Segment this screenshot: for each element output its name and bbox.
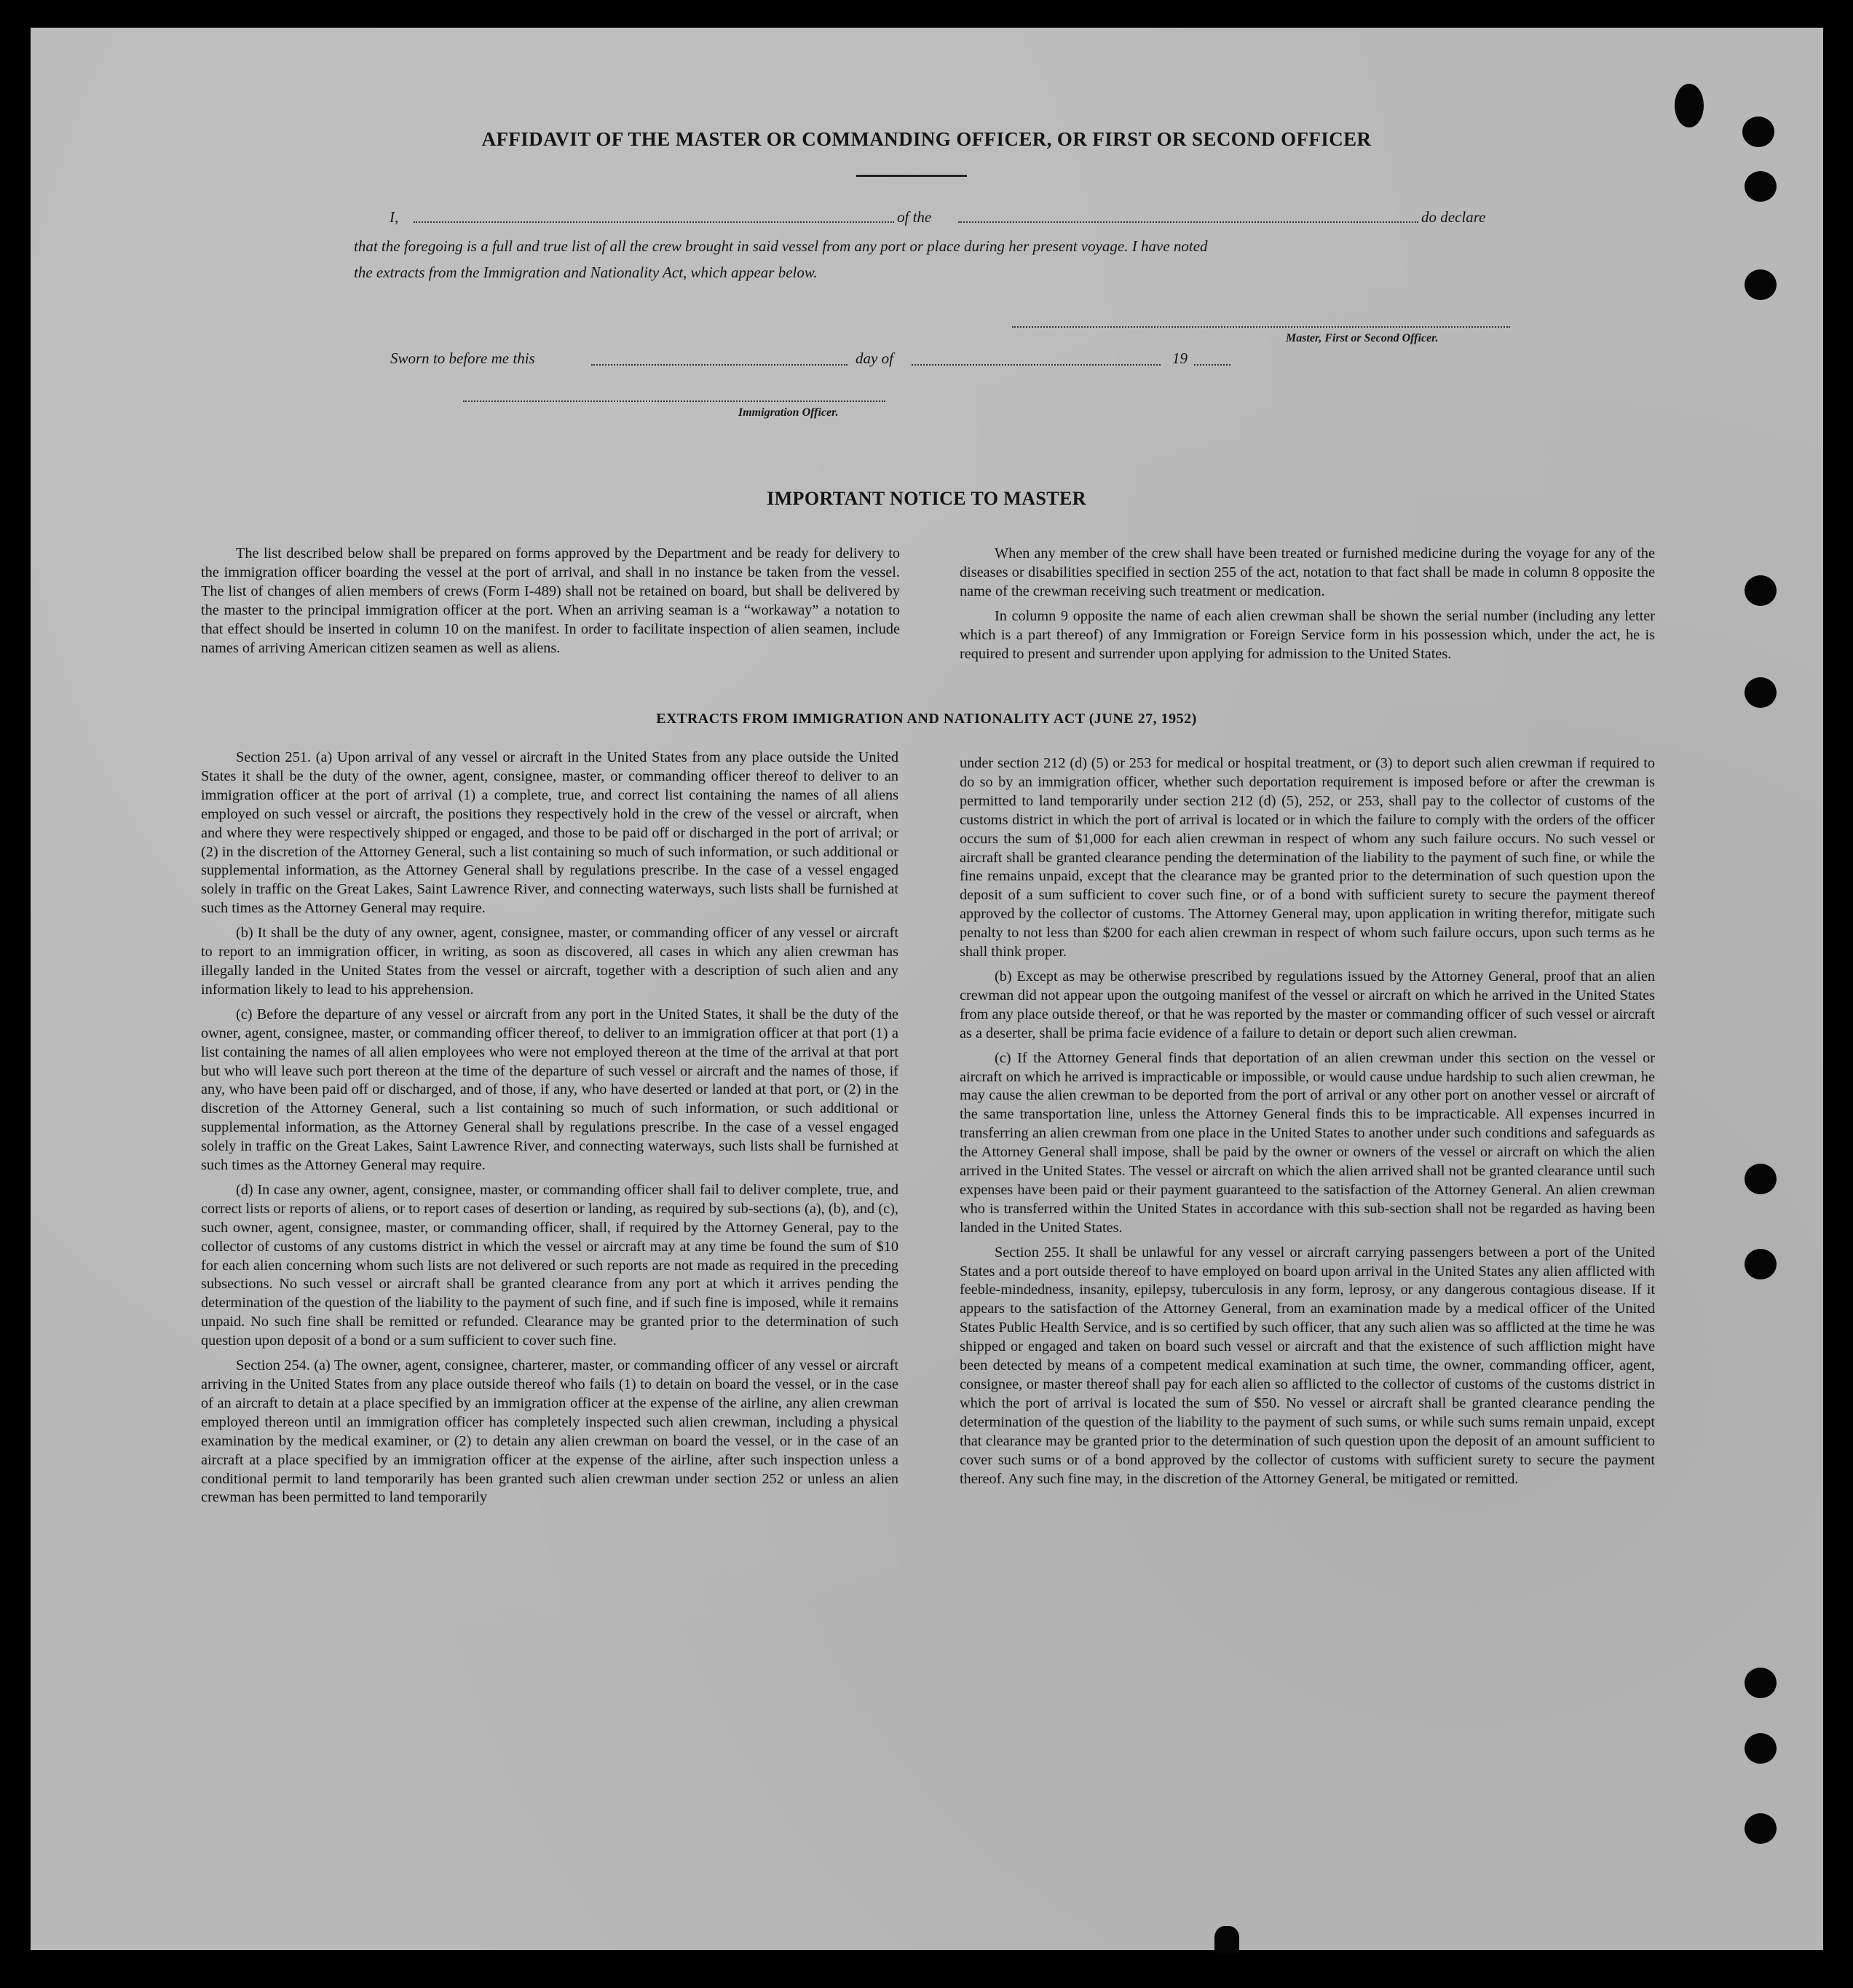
section-paragraph: (d) In case any owner, agent, consignee, master, or commanding officer shall fail to deliver complete, true, and correct lists or reports of aliens, or to report cases of desertion or landing, as required by sub-sections (a), (b), and (c), such owner, agent, consignee, master, or commanding officer, shall, if required by the Attorney General, pay to the collector of customs of any customs district in which the vessel or aircraft may at any time be found the sum of $10 for each alien concerning whom such lists are not delivered or such reports are not made as required in the preceding subsections. No such vessel or aircraft shall be granted clearance from any port at which it arrives pending the determination of the question of the liability to the payment of such fine, and if such fine is imposed, while it remains unpaid. No such fine shall be remitted or refunded. Clearance may be granted prior to the determination of such question upon deposit of a bond or a sum sufficient to cover such fine.: [201, 1181, 898, 1349]
punch-hole: [1745, 677, 1777, 708]
notice-left-column: [201, 545, 900, 663]
affidavit-statement: that the foregoing is a full and true list of all the crew brought in said vessel from any port or place during her present voyage. I have noted: [354, 237, 1208, 255]
affidavit-declare-label: do declare: [1421, 208, 1486, 226]
officer-signature-field[interactable]: [463, 401, 885, 402]
punch-hole: [1745, 1668, 1777, 1698]
punch-hole: [1745, 269, 1777, 300]
day-of-label: day of: [856, 350, 893, 367]
punch-hole: [1745, 575, 1777, 606]
section-paragraph: Section 251. (a) Upon arrival of any vessel or aircraft in the United States from any place outside the United States it shall be the duty of the owner, agent, consignee, master, or commanding officer thereof to deliver to an immigration officer at the port of arrival (1) a complete, true, and correct list containing the names of all aliens employed on such vessel or aircraft, the positions they respectively hold in the crew of the vessel or aircraft, when and where they were respectively shipped or engaged, and those to be paid off or discharged in the port of arrival; or (2) in the discretion of the Attorney General, such a list containing so much of such information, or such additional or supplemental information, as the Attorney General shall by regulations prescribe. In the case of a vessel engaged solely in traffic on the Great Lakes, Saint Lawrence River, and connecting waterways, such lists shall be furnished at such times as the Attorney General may require.: [201, 749, 898, 917]
extracts-right-column: [960, 754, 1655, 1494]
affidavit-of-the-label: of the: [897, 208, 932, 226]
section-paragraph: (b) It shall be the duty of any owner, agent, consignee, master, or commanding officer of any vessel or aircraft to report to an immigration officer, in writing, as soon as discovered, all cases in which any alien crewman has illegally landed in the United States from the vessel or aircraft, together with a description of such alien and any information likely to lead to his apprehension.: [201, 925, 898, 998]
section-paragraph: Section 254. (a) The owner, agent, consignee, charterer, master, or commanding officer of any vessel or aircraft arriving in the United States from any place outside thereof who fails (1) to detain on board the vessel, or in the case of an aircraft to detain at a place specified by an immigration officer at the expense of the airline, any alien crewman employed thereon until an immigration officer has completely inspected such alien crewman, including a physical examination by the medical examiner, or (2) to detain any alien crewman on board the vessel, or in the case of an aircraft at a place specified by an immigration officer at the expense of the airline, after such inspection unless a conditional permit to land temporarily has been granted such alien crewman under section 252 or unless an alien crewman has been permitted to land temporarily: [201, 1357, 898, 1506]
notice-title: IMPORTANT NOTICE TO MASTER: [767, 488, 1086, 509]
affidavit-i-label: I,: [390, 208, 399, 226]
affidavit-title: AFFIDAVIT OF THE MASTER OR COMMANDING OFFICER, OR FIRST OR SECOND OFFICER: [481, 128, 1372, 150]
sworn-label: Sworn to before me this: [390, 350, 535, 367]
sworn-year-field[interactable]: [1194, 364, 1230, 366]
punch-hole: [1745, 1164, 1777, 1194]
notice-right-column: [960, 545, 1655, 669]
section-paragraph: Section 255. It shall be unlawful for any vessel or aircraft carrying passengers between a port of the United States and a port outside thereof to have employed on board upon arrival in the United States any alien afflicted with feeble-mindedness, insanity, epilepsy, tuberculosis in any form, leprosy, or any dangerous contagious disease. If it appears to the satisfaction of the Attorney General, from an examination made by a medical officer of the United States Public Health Service, and is so certified by such officer, that any such alien was so afflicted at the time he was shipped or engaged and taken on board such vessel or aircraft and that the existence of such affliction might have been detected by means of a competent medical examination at such time, the owner, commanding officer, agent, consignee, or master thereof shall pay for each alien so afflicted to the collector of customs of the customs district in which the port of arrival is located the sum of $50. No vessel or aircraft shall be granted clearance pending the determination of the question of the liability to the payment of such sums, or while such sums remain unpaid, except that clearance may be granted prior to the determination of such question upon the deposit of an amount sufficient to cover such sums or of a bond approved by the collector of customs with sufficient surety to secure the payment thereof. Any such fine may, in the discretion of the Attorney General, be mitigated or remitted.: [960, 1244, 1655, 1487]
section-paragraph: under section 212 (d) (5) or 253 for medical or hospital treatment, or (3) to deport such alien crewman if required to do so by an immigration officer, whether such deportation requirement is imposed before or after the crewman is permitted to land temporarily under section 212 (d) (5), 252, or 253, shall pay to the collector of customs of the customs district in which the port of arrival is located or in which the failure to comply with the orders of the officer occurs the sum of $1,000 for each alien crewman in respect of whom any such failure occurs. No such vessel or aircraft shall be granted clearance pending the determination of the liability to the payment of such fine, or while the fine remains unpaid, except that the clearance may be granted prior to the determination of such question upon the deposit of a sum sufficient to cover such fine, or of a bond with sufficient surety to secure the payment thereof approved by the collector of customs. The Attorney General may, upon application in writing therefor, mitigate such penalty to not less than $200 for each alien crewman in respect of whom such failure occurs, upon such terms as he shall think proper.: [960, 755, 1655, 961]
year-label: 19: [1172, 350, 1188, 367]
punch-hole: [1745, 1249, 1777, 1279]
section-paragraph: (c) Before the departure of any vessel or aircraft from any port in the United States, it shall be the duty of the owner, agent, consignee, master, or commanding officer thereof, to deliver to an immigration officer at that port (1) a list containing the names of all alien employees who were not employed thereon at the time of the arrival at that port but who will leave such port thereon at the time of the departure of such vessel or aircraft and the names of those, if any, who have been paid off or discharged, and of those, if any, who have deserted or landed at that port, or (2) in the discretion of the Attorney General, such a list containing so much of such information, or such additional or supplemental information, as the Attorney General shall by regulations prescribe. In the case of a vessel engaged solely in traffic on the Great Lakes, Saint Lawrence River, and connecting waterways, such lists shall be furnished at such times as the Attorney General may require.: [201, 1006, 898, 1174]
master-signature-label: Master, First or Second Officer.: [1286, 332, 1439, 344]
officer-signature-label: Immigration Officer.: [738, 406, 839, 419]
title-divider: [856, 175, 967, 177]
extracts-title: EXTRACTS FROM IMMIGRATION AND NATIONALITY ACT (JUNE 27, 1952): [656, 711, 1197, 727]
master-signature-field[interactable]: [1012, 326, 1510, 328]
punch-hole: [1675, 84, 1704, 127]
punch-hole: [1745, 1813, 1777, 1844]
notice-paragraph: The list described below shall be prepared on forms approved by the Department and be ready for delivery to the immigration officer boarding the vessel at the port of arrival, and shall in no instance be taken from the vessel. The list of changes of alien members of crews (Form I-489) shall not be retained on board, but shall be delivered by the master to the principal immigration officer at the port. When an arriving seaman is a “workaway” a notation to that effect should be inserted in column 10 on the manifest. In order to facilitate inspection of alien seamen, include names of arriving American citizen seamen as well as aliens.: [201, 545, 900, 656]
declarant-name-field[interactable]: [414, 221, 894, 223]
section-paragraph: (c) If the Attorney General finds that deportation of an alien crewman under this section on the vessel or aircraft on which he arrived is impracticable or impossible, or would cause undue hardship to such alien crewman, he may cause the alien crewman to be deported from the port of arrival or any other port on another vessel or aircraft of the same transportation line, unless the Attorney General finds this to be impracticable. All expenses incurred in transferring an alien crewman from one place in the United States to another under such conditions and safeguards as the Attorney General shall impose, shall be paid by the owner or owners of the vessel or aircraft on which the alien arrived in the United States. The vessel or aircraft on which the alien arrived shall not be granted clearance until such expenses have been paid or their payment guaranteed to the satisfaction of the Attorney General. An alien crewman who is transferred within the United States in accordance with this sub-section shall not be regarded as having been landed in the United States.: [960, 1049, 1655, 1236]
sworn-month-field[interactable]: [912, 364, 1161, 366]
affidavit-statement-2: the extracts from the Immigration and Nationality Act, which appear below.: [354, 264, 818, 281]
notice-paragraph: When any member of the crew shall have been treated or furnished medicine during the voyage for any of the diseases or disabilities specified in section 255 of the act, notation to that fact shall be made in column 8 opposite the name of the crewman receiving such treatment or medication.: [960, 545, 1655, 599]
section-paragraph: (b) Except as may be otherwise prescribed by regulations issued by the Attorney General, proof that an alien crewman did not appear upon the outgoing manifest of the vessel or aircraft on which he arrived in the United States from any place outside thereof, or that he was reported by the master or commanding officer of such vessel or aircraft as a deserter, shall be prima facie evidence of a failure to detain or deport such alien crewman.: [960, 968, 1655, 1041]
punch-hole: [1745, 1733, 1777, 1764]
notice-paragraph: In column 9 opposite the name of each alien crewman shall be shown the serial number (including any letter which is a part thereof) of any Immigration or Foreign Service form in his possession which, under the act, he is required to present and surrender upon applying for admission to the United States.: [960, 607, 1655, 662]
sworn-day-field[interactable]: [591, 364, 848, 366]
tear-mark: [1214, 1926, 1239, 1955]
vessel-name-field[interactable]: [958, 221, 1418, 223]
punch-hole: [1745, 171, 1777, 202]
extracts-left-column: [201, 749, 898, 1513]
